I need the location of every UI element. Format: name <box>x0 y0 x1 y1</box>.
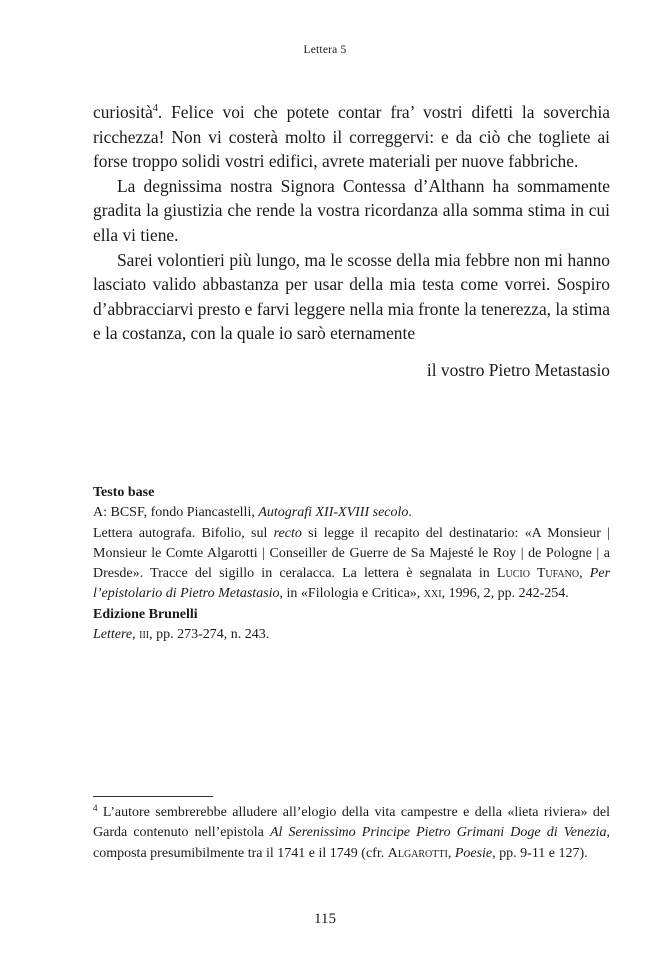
letter-p1-start: curiosità <box>93 102 153 122</box>
letter-paragraph-3: Sarei volontieri più lungo, ma le scosse della mia febbre non mi hanno lasciato valido abbastanza per usar della mia testa come vorrei. Sospiro d’abbracciarvi presto e farvi leggere nella mia fronte la tenerezza, la stima e la costanza, con la quale io sarò eternamente <box>93 249 610 344</box>
footnote-title: Al Serenissimo Principe Pietro Grimani Doge di Venezia <box>269 825 607 841</box>
testo-base-source <box>93 503 610 523</box>
running-head: Lettera 5 <box>303 44 347 56</box>
desc-part-1: Lettera autografa. Bifolio, sul <box>93 525 274 541</box>
footnote-number: 4 <box>93 803 98 813</box>
source-siglum: A: BCSF, fondo Piancastelli, <box>93 505 259 521</box>
desc-title: Per l’epistolario di Pietro Metastasio <box>93 566 611 602</box>
desc-recto: recto <box>273 525 302 541</box>
desc-part-2: si legge il recapito del destinatario: «A Monsieur | Monsieur le Comte Algarotti | Conseiller de Guerre de Sa Majesté le Roy | de Pologne | a Dresde». Tracce del sigillo in ceralacca. La lettera è segnalata in <box>93 525 611 582</box>
testo-base-heading: Testo base <box>93 485 155 500</box>
letter-paragraph-2: La degnissima nostra Signora Contessa d’Althann ha sommamente gradita la giustizia che rende la vostra ricordanza alla somma stima in cui ella vi tiene. <box>93 175 610 245</box>
critical-apparatus <box>93 483 610 645</box>
source-end: . <box>408 505 412 521</box>
desc-part-4: , in «Filologia e Critica», <box>279 586 424 602</box>
letter-paragraph-1 <box>93 100 610 174</box>
footnote-text-2: , composta presumibilmente tra il 1741 e il 1749 (cfr. <box>93 825 610 861</box>
footnote-text-1: L’autore sembrerebbe alludere all’elogio della vita campestre e della «lieta riviera» del Garda contenuto nell’epistola <box>93 805 610 841</box>
edizione-rest: , pp. 273-274, n. 243. <box>149 627 270 643</box>
footnote-text-4: , pp. 9-11 e 127). <box>492 845 588 861</box>
footnote-reference[interactable]: 4 <box>152 103 158 114</box>
footnote-text-3: , <box>447 845 455 861</box>
edizione-volume: iii <box>139 627 150 643</box>
edizione-title: Lettere <box>93 627 133 643</box>
footnote-4 <box>93 803 610 864</box>
testo-base-description <box>93 524 610 605</box>
letter-body <box>93 100 610 383</box>
letter-signature: il vostro Pietro Metastasio <box>426 359 610 380</box>
footnote-divider <box>93 796 213 797</box>
footnote <box>93 803 610 864</box>
letter-p1-rest: . Felice voi che potete contar fra’ vostri difetti la soverchia ricchezza! Non vi costerà molto il correggervi: e da ciò che togliete ai forse troppo solidi vostri edifici, avrete materiali per nuove fabbriche. <box>93 102 610 172</box>
footnote-author: Algarotti <box>387 845 448 861</box>
desc-volume: xxi <box>423 586 442 602</box>
desc-part-5: , 1996, 2, pp. 242-254. <box>441 586 569 602</box>
desc-author: Lucio Tufano <box>496 566 580 582</box>
edizione-reference <box>93 625 610 645</box>
edizione-heading: Edizione Brunelli <box>93 606 198 622</box>
edizione-sep: , <box>132 627 140 643</box>
footnote-work: Poesie <box>454 845 493 861</box>
source-collection-title: Autografi XII-XVIII secolo <box>258 505 409 521</box>
desc-part-3: , <box>579 566 590 582</box>
page-number: 115 <box>314 911 336 927</box>
